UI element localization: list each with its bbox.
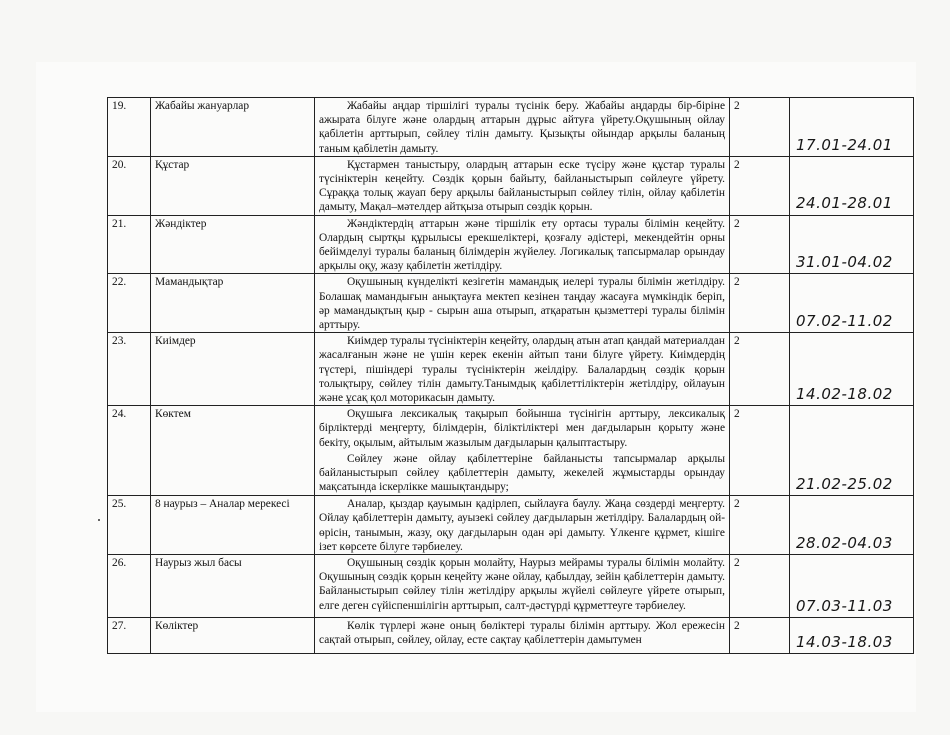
handwritten-dates: 24.01-28.01 [796,194,893,213]
description-paragraph: Көлік түрлері және оның бөліктері туралы білімін арттыру. Жол ережесін сақтай отырып, сөйлеу, ойлау, есте сақтау қабілеттерін дамытумен [319,620,725,647]
description-cell [315,406,730,496]
table-row [108,274,914,333]
hours-cell: 2 [730,156,790,215]
description-paragraph: Аналар, қыздар қауымын қадірлеп, сыйлауға баулу. Жаңа сөздерді меңгерту. Ойлау қабілеттерін дамыту, ауызекі сөйлеу дағдыларын жетілдіру. Балалардың ой-өрісін, танымын, жазу, оқу дағдыларын одан әрі дамыту. Үлкенге құрмет, кішіге ізет көрсете білуге тәрбиелеу. [319,498,725,553]
topic-cell: Жәндіктер [151,215,315,274]
row-number: 23. [108,333,151,406]
hours-cell: 2 [730,333,790,406]
table-row [108,618,914,654]
hours-cell: 2 [730,406,790,496]
row-number: 24. [108,406,151,496]
description-paragraph: Сөйлеу және ойлау қабілеттеріне байланысты тапсырмалар арқылы байланыстырып сөйлеу қабілеттерін дамыту, жекелей жұмыстарды орындау мақсатында іскерлікке машықтандыру; [319,452,725,494]
handwritten-dates: 14.03-18.03 [796,632,893,651]
description-cell [315,496,730,555]
dates-cell [790,98,914,157]
speck [98,519,100,521]
hours-cell: 2 [730,496,790,555]
handwritten-dates: 17.01-24.01 [796,135,893,154]
description-paragraph: Оқушының күнделікті кезігетін мамандық иелері туралы білімін жетілдіру. Болашақ мамандығын анықтауға мектеп кезінен таңдау жасауға мүмкіндік беріп, әр мамандықтың қыр - сырын аша отырып, атқаратын қызметтері туралы білімін арттыру. [319,276,725,332]
table-body [108,98,914,654]
hours-cell: 2 [730,555,790,618]
row-number: 27. [108,618,151,654]
topic-cell: Жабайы жануарлар [151,98,315,157]
description-cell [315,98,730,157]
dates-cell [790,496,914,555]
handwritten-dates: 07.03-11.03 [796,596,893,615]
description-cell [315,156,730,215]
topic-cell: Құстар [151,156,315,215]
table-row [108,156,914,215]
hours-cell: 2 [730,215,790,274]
description-paragraph: Киімдер туралы түсініктерін кеңейту, олардың атын атап қандай материалдан жасалғанын және не үшін керек екенін айтып тани білуге үйрету. Киімдердің түстері, пішіндері туралы түсініктерін жеілдіру. Балалардың сөздік қорын толықтыру, сөйлеу тілін дамыту.Танымдық қабілеттіліктерін жетілдіру, ойлауын және ұсақ қол моторикасын дамыту. [319,335,725,405]
hours-cell: 2 [730,98,790,157]
row-number: 19. [108,98,151,157]
row-number: 26. [108,555,151,618]
dates-cell [790,618,914,654]
table-row [108,215,914,274]
table-row [108,406,914,496]
topic-cell: Көліктер [151,618,315,654]
handwritten-dates: 21.02-25.02 [796,475,893,494]
description-cell [315,274,730,333]
dates-cell [790,555,914,618]
description-paragraph: Құстармен таныстыру, олардың аттарын еске түсіру және құстар туралы түсініктерін кеңейту. Сөздік қорын байыту, байланыстырып сөйлеуге үйрету. Сұраққа толық жауап беру арқылы байланыстырып сөйлеу тілін, ойлау қабілетін дамыту, Мақал–мәтелдер айтқыза отырып сөздік қорын. [319,158,725,214]
row-number: 21. [108,215,151,274]
description-paragraph: Жәндіктердің аттарын және тіршілік ету ортасы туралы білімін кеңейту. Олардың сыртқы құрылысы ерекшеліктері, қозғалу әдістері, мекендейтін орны бейімделуі туралы баланың білімдерін жүйелеу. Логикалық тапсырмалар орындау арқылы оқу, жазу қабілетін жетілдіру. [319,217,725,273]
description-cell [315,555,730,618]
row-number: 25. [108,496,151,555]
dates-cell [790,406,914,496]
topic-cell: 8 наурыз – Аналар мерекесі [151,496,315,555]
handwritten-dates: 28.02-04.03 [796,533,893,552]
topic-cell: Киімдер [151,333,315,406]
dates-cell [790,333,914,406]
dates-cell [790,156,914,215]
hours-cell: 2 [730,618,790,654]
description-paragraph: Оқушының сөздік қорын молайту, Наурыз мейрамы туралы білімін молайту. Оқушының сөздік қорын кеңейту және ойлау, қабылдау, зейін қабілеттерін дамыту. Байланыстырып сөйлеу тілін жетілдіру арқылы жүйелі сөйлеуге үйрете отырып, елге деген сүйіспеншілігін арттырып, салт-дәстүрді құрметтеуге тәрбиелеу. [319,557,725,612]
row-number: 20. [108,156,151,215]
handwritten-dates: 31.01-04.02 [796,253,893,272]
topic-cell: Наурыз жыл басы [151,555,315,618]
description-paragraph: Жабайы аңдар тіршілігі туралы түсінік беру. Жабайы аңдарды бір-біріне ажырата білуге және олардың аттарын дұрыс айтуға үйрету.Оқушының ойлау қабілетін арттырып, сөйлеу тілін дамыту. Қызықты ойындар арқылы баланың таным қабілетін дамыту. [319,100,725,155]
topic-cell: Көктем [151,406,315,496]
hours-cell: 2 [730,274,790,333]
description-paragraph: Оқушыға лексикалық тақырып бойынша түсінігін арттыру, лексикалық бірліктерді меңгерту, білімдерін, біліктіліктері мен дағдыларын қорыту және бекіту, оқылым, айтылым жазылым дағдыларын қалыптастыру. [319,408,725,449]
topic-cell: Мамандықтар [151,274,315,333]
table-row [108,333,914,406]
description-cell [315,618,730,654]
dates-cell [790,274,914,333]
dates-cell [790,215,914,274]
row-number: 22. [108,274,151,333]
table-row [108,496,914,555]
table-row [108,98,914,157]
handwritten-dates: 14.02-18.02 [796,385,893,404]
table-row [108,555,914,618]
description-cell [315,333,730,406]
description-cell [315,215,730,274]
handwritten-dates: 07.02-11.02 [796,312,893,331]
lesson-plan-table [107,97,914,654]
